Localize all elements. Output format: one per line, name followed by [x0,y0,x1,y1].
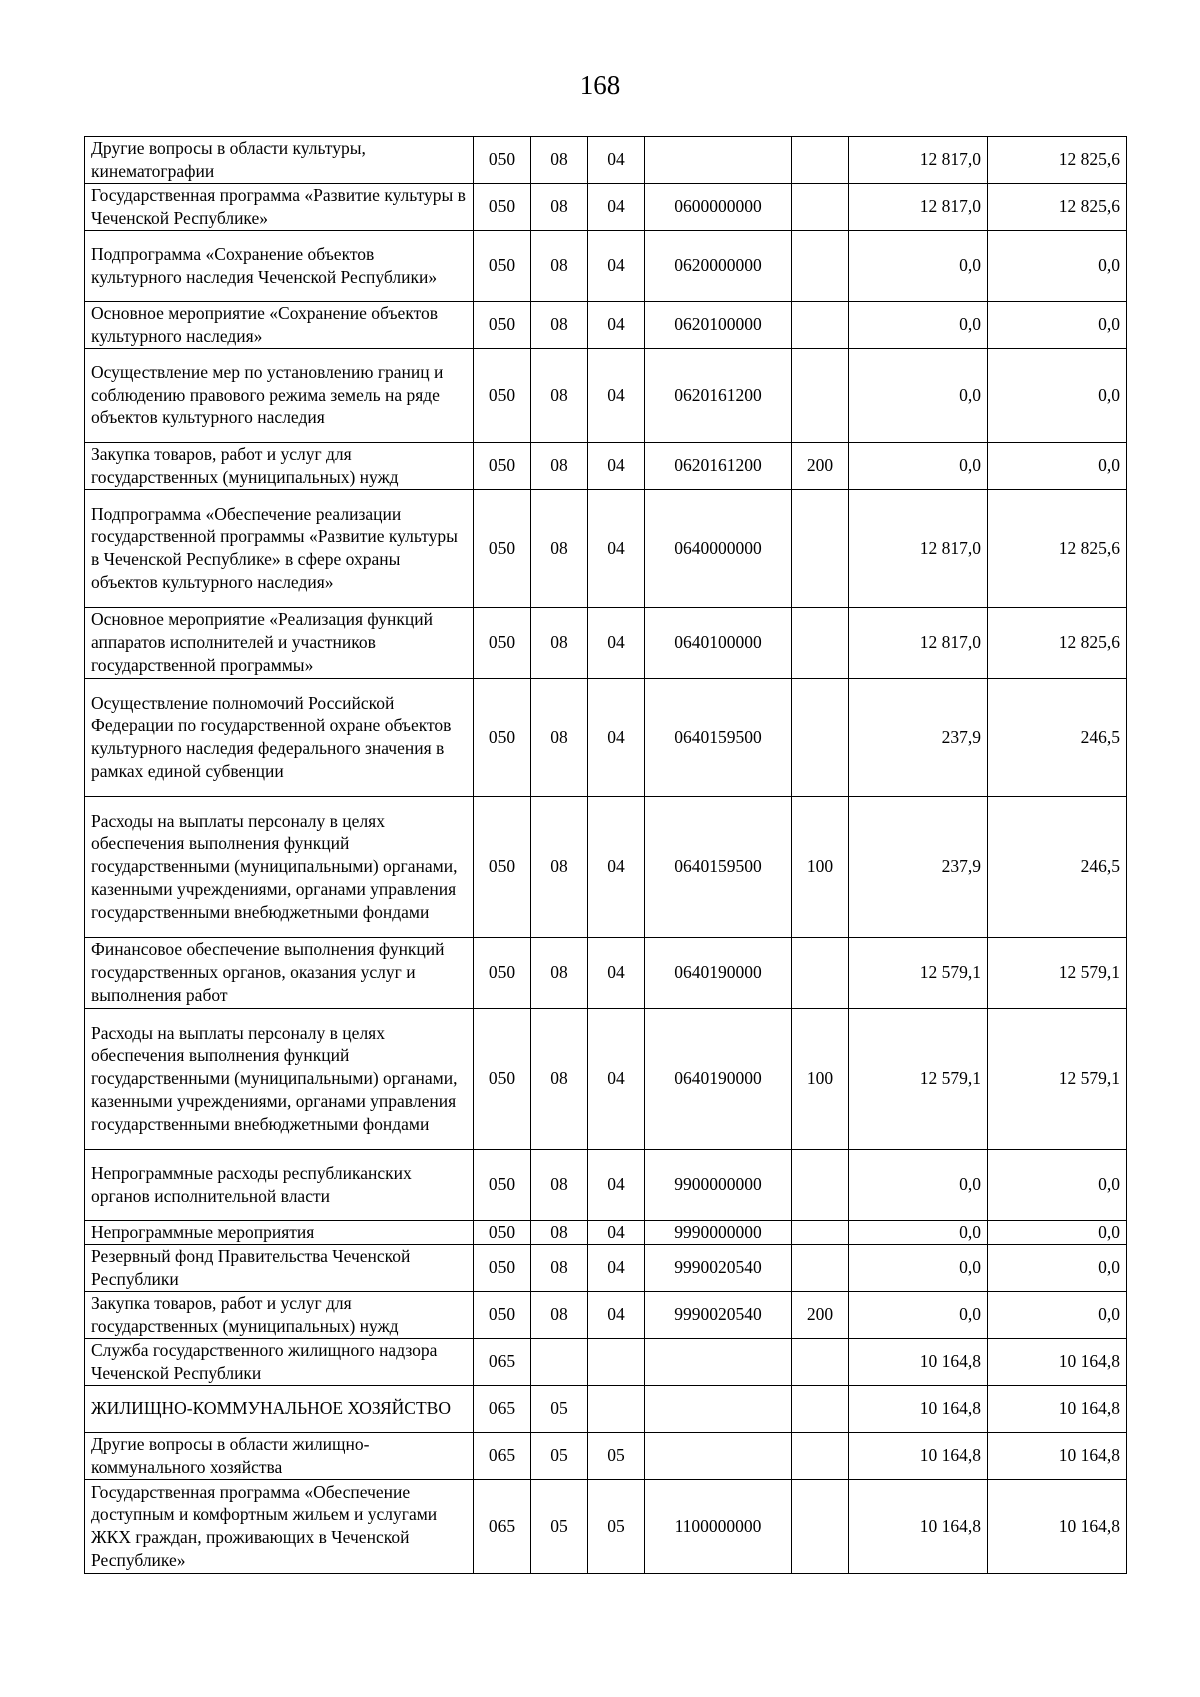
row-name: Другие вопросы в области жилищно-коммунального хозяйства [85,1432,474,1479]
target-article-code: 0620000000 [645,230,792,301]
target-article-code: 0640159500 [645,678,792,796]
ministry-code: 050 [474,230,531,301]
target-article-code [645,1385,792,1432]
section-code: 08 [531,301,588,348]
ministry-code: 050 [474,137,531,184]
amount-year-2: 12 825,6 [988,607,1127,678]
amount-year-2: 0,0 [988,301,1127,348]
expense-type-code [792,678,849,796]
amount-year-2: 0,0 [988,442,1127,489]
subsection-code: 05 [588,1479,645,1573]
amount-year-1: 0,0 [849,442,988,489]
ministry-code: 065 [474,1338,531,1385]
ministry-code: 065 [474,1432,531,1479]
amount-year-1: 10 164,8 [849,1385,988,1432]
expense-type-code [792,489,849,607]
amount-year-1: 12 579,1 [849,937,988,1008]
subsection-code: 04 [588,348,645,442]
ministry-code: 050 [474,301,531,348]
target-article-code: 0620100000 [645,301,792,348]
page-number: 168 [579,70,621,100]
subsection-code: 05 [588,1432,645,1479]
table-row [85,1385,1127,1432]
expense-type-code [792,1149,849,1220]
target-article-code: 0640100000 [645,607,792,678]
table-row [85,1479,1127,1573]
subsection-code: 04 [588,1291,645,1338]
amount-year-1: 237,9 [849,796,988,937]
ministry-code: 065 [474,1479,531,1573]
table-row [85,1220,1127,1244]
amount-year-1: 0,0 [849,1291,988,1338]
amount-year-1: 12 817,0 [849,137,988,184]
target-article-code: 9990000000 [645,1220,792,1244]
expense-type-code [792,301,849,348]
section-code: 08 [531,183,588,230]
table-row [85,1432,1127,1479]
row-name: Расходы на выплаты персоналу в целях обеспечения выполнения функций государственными (муниципальными) органами, казенными учреждениями, органами управления государственными внебюджетными фондами [85,1008,474,1149]
ministry-code: 065 [474,1385,531,1432]
table-row [85,301,1127,348]
expense-type-code [792,1432,849,1479]
row-name: Государственная программа «Обеспечение доступным и комфортным жильем и услугами ЖКХ граждан, проживающих в Чеченской Республике» [85,1479,474,1573]
amount-year-2: 10 164,8 [988,1385,1127,1432]
section-code: 05 [531,1385,588,1432]
subsection-code: 04 [588,230,645,301]
target-article-code: 0640190000 [645,937,792,1008]
section-code: 08 [531,1220,588,1244]
row-name: Закупка товаров, работ и услуг для государственных (муниципальных) нужд [85,442,474,489]
row-name: Основное мероприятие «Сохранение объектов культурного наследия» [85,301,474,348]
expense-type-code [792,1479,849,1573]
ministry-code: 050 [474,1244,531,1291]
subsection-code: 04 [588,607,645,678]
section-code: 05 [531,1432,588,1479]
subsection-code [588,1338,645,1385]
target-article-code: 0640190000 [645,1008,792,1149]
expense-type-code: 100 [792,1008,849,1149]
target-article-code: 0620161200 [645,442,792,489]
amount-year-2: 0,0 [988,230,1127,301]
amount-year-2: 12 825,6 [988,489,1127,607]
row-name: Закупка товаров, работ и услуг для государственных (муниципальных) нужд [85,1291,474,1338]
amount-year-1: 10 164,8 [849,1338,988,1385]
subsection-code: 04 [588,183,645,230]
ministry-code: 050 [474,1220,531,1244]
expense-type-code [792,183,849,230]
target-article-code: 1100000000 [645,1479,792,1573]
section-code: 08 [531,1291,588,1338]
amount-year-1: 12 817,0 [849,183,988,230]
ministry-code: 050 [474,678,531,796]
amount-year-2: 12 579,1 [988,1008,1127,1149]
amount-year-1: 237,9 [849,678,988,796]
amount-year-2: 0,0 [988,348,1127,442]
section-code: 08 [531,937,588,1008]
row-name: Государственная программа «Развитие культуры в Чеченской Республике» [85,183,474,230]
table-row [85,1008,1127,1149]
amount-year-2: 12 579,1 [988,937,1127,1008]
section-code: 08 [531,489,588,607]
target-article-code: 0620161200 [645,348,792,442]
table-row [85,1338,1127,1385]
target-article-code: 9990020540 [645,1244,792,1291]
target-article-code [645,1338,792,1385]
expense-type-code: 200 [792,442,849,489]
amount-year-2: 10 164,8 [988,1338,1127,1385]
row-name: Непрограммные расходы республиканских органов исполнительной власти [85,1149,474,1220]
amount-year-2: 246,5 [988,796,1127,937]
amount-year-2: 246,5 [988,678,1127,796]
table-row [85,442,1127,489]
amount-year-1: 10 164,8 [849,1479,988,1573]
section-code: 08 [531,678,588,796]
table-row [85,607,1127,678]
table-row [85,796,1127,937]
amount-year-1: 0,0 [849,301,988,348]
amount-year-1: 0,0 [849,1244,988,1291]
expense-type-code [792,137,849,184]
table-row [85,937,1127,1008]
amount-year-1: 12 579,1 [849,1008,988,1149]
ministry-code: 050 [474,796,531,937]
section-code: 08 [531,1008,588,1149]
target-article-code: 9990020540 [645,1291,792,1338]
amount-year-2: 0,0 [988,1291,1127,1338]
section-code: 08 [531,137,588,184]
ministry-code: 050 [474,1008,531,1149]
subsection-code: 04 [588,1244,645,1291]
amount-year-2: 12 825,6 [988,183,1127,230]
section-code: 08 [531,1149,588,1220]
section-code: 08 [531,607,588,678]
target-article-code [645,137,792,184]
subsection-code: 04 [588,937,645,1008]
table-row [85,678,1127,796]
amount-year-2: 0,0 [988,1149,1127,1220]
row-name: ЖИЛИЩНО-КОММУНАЛЬНОЕ ХОЗЯЙСТВО [85,1385,474,1432]
section-code: 08 [531,796,588,937]
row-name: Подпрограмма «Обеспечение реализации государственной программы «Развитие культуры в Чеченской Республике» в сфере охраны объектов культурного наследия» [85,489,474,607]
section-code: 08 [531,348,588,442]
row-name: Расходы на выплаты персоналу в целях обеспечения выполнения функций государственными (муниципальными) органами, казенными учреждениями, органами управления государственными внебюджетными фондами [85,796,474,937]
ministry-code: 050 [474,348,531,442]
subsection-code: 04 [588,442,645,489]
amount-year-1: 12 817,0 [849,489,988,607]
target-article-code [645,1432,792,1479]
table-row [85,1149,1127,1220]
target-article-code: 0600000000 [645,183,792,230]
row-name: Служба государственного жилищного надзора Чеченской Республики [85,1338,474,1385]
table-row [85,489,1127,607]
expense-type-code [792,1338,849,1385]
subsection-code: 04 [588,137,645,184]
ministry-code: 050 [474,183,531,230]
section-code: 08 [531,442,588,489]
ministry-code: 050 [474,607,531,678]
section-code: 08 [531,1244,588,1291]
table-row [85,230,1127,301]
expense-type-code [792,607,849,678]
expense-type-code [792,230,849,301]
subsection-code: 04 [588,489,645,607]
table-row [85,183,1127,230]
row-name: Резервный фонд Правительства Чеченской Республики [85,1244,474,1291]
amount-year-2: 10 164,8 [988,1479,1127,1573]
expense-type-code [792,348,849,442]
table-row [85,137,1127,184]
amount-year-1: 0,0 [849,348,988,442]
target-article-code: 0640159500 [645,796,792,937]
subsection-code [588,1385,645,1432]
expense-type-code [792,1244,849,1291]
section-code: 05 [531,1479,588,1573]
amount-year-2: 0,0 [988,1220,1127,1244]
expense-type-code: 200 [792,1291,849,1338]
ministry-code: 050 [474,1291,531,1338]
subsection-code: 04 [588,796,645,937]
expense-type-code [792,1385,849,1432]
table-row [85,348,1127,442]
section-code: 08 [531,230,588,301]
amount-year-1: 12 817,0 [849,607,988,678]
subsection-code: 04 [588,1149,645,1220]
row-name: Другие вопросы в области культуры, кинематографии [85,137,474,184]
row-name: Подпрограмма «Сохранение объектов культурного наследия Чеченской Республики» [85,230,474,301]
target-article-code: 9900000000 [645,1149,792,1220]
amount-year-1: 10 164,8 [849,1432,988,1479]
table-row [85,1291,1127,1338]
row-name: Финансовое обеспечение выполнения функций государственных органов, оказания услуг и выполнения работ [85,937,474,1008]
target-article-code: 0640000000 [645,489,792,607]
amount-year-1: 0,0 [849,230,988,301]
amount-year-2: 10 164,8 [988,1432,1127,1479]
section-code [531,1338,588,1385]
subsection-code: 04 [588,301,645,348]
row-name: Осуществление мер по установлению границ и соблюдению правового режима земель на ряде объектов культурного наследия [85,348,474,442]
ministry-code: 050 [474,937,531,1008]
ministry-code: 050 [474,1149,531,1220]
expense-type-code [792,937,849,1008]
row-name: Непрограммные мероприятия [85,1220,474,1244]
amount-year-2: 12 825,6 [988,137,1127,184]
subsection-code: 04 [588,1220,645,1244]
subsection-code: 04 [588,1008,645,1149]
amount-year-1: 0,0 [849,1220,988,1244]
budget-table [84,136,1127,1574]
ministry-code: 050 [474,442,531,489]
amount-year-1: 0,0 [849,1149,988,1220]
expense-type-code: 100 [792,796,849,937]
amount-year-2: 0,0 [988,1244,1127,1291]
ministry-code: 050 [474,489,531,607]
row-name: Основное мероприятие «Реализация функций аппаратов исполнителей и участников государственной программы» [85,607,474,678]
expense-type-code [792,1220,849,1244]
row-name: Осуществление полномочий Российской Федерации по государственной охране объектов культурного наследия федерального значения в рамках единой субвенции [85,678,474,796]
subsection-code: 04 [588,678,645,796]
table-row [85,1244,1127,1291]
